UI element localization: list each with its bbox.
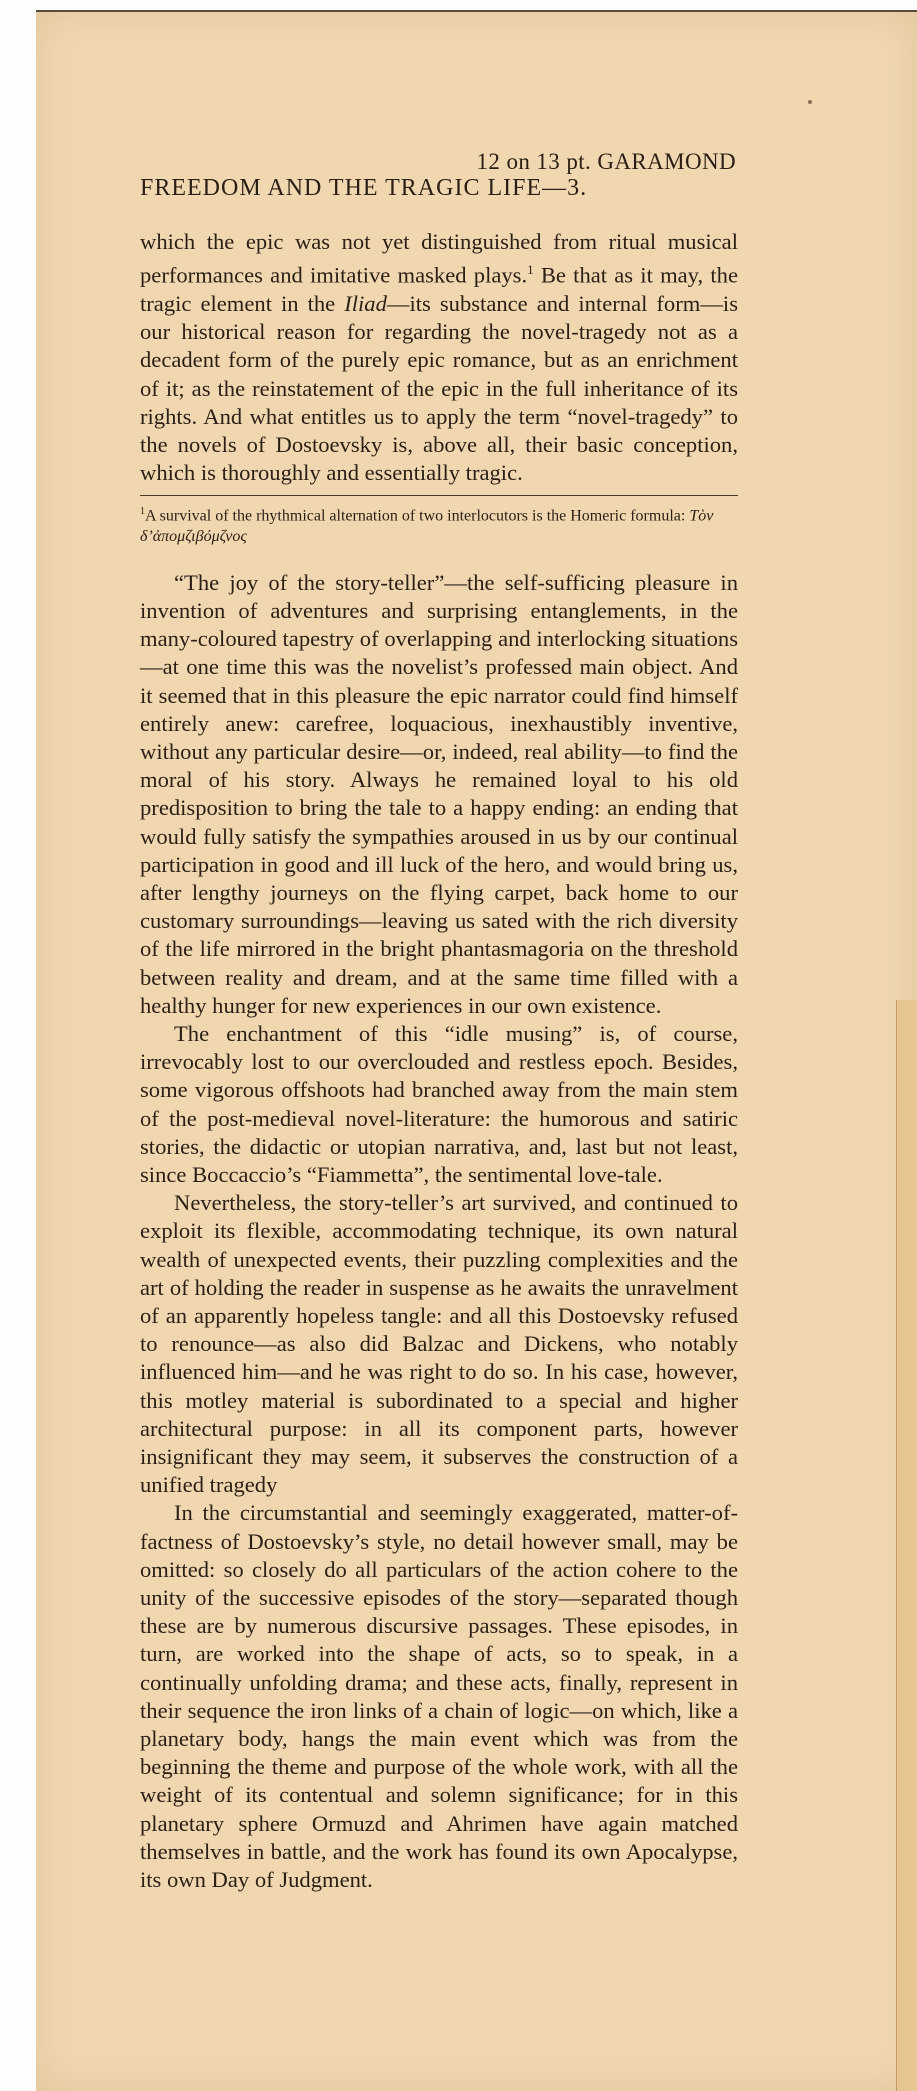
paper-top-edge [36, 10, 917, 12]
footnote-ref: 1 [527, 262, 534, 278]
paragraph-4: Nevertheless, the story-teller’s art survived, and continued to exploit its flexible, accommodating technique, its own natural wealth of unexpected events, their puzzling complexities and the art of holding the reader in suspense as he awaits the unravelment of an apparently hopeless tangle: and all this Dostoevsky refused to renounce—as also did Balzac and Dickens, who notably influenced him—and he was right to do so. In his case, however, this motley material is subordinated to a special and higher architectural purpose: in all its component parts, however insignificant they may seem, it subserves the construction of a unified tragedy [140, 1190, 738, 1498]
paragraph-2: “The joy of the story-teller”—the self-sufficing pleasure in invention of adventures and surprising entanglements, in the many-coloured tapestry of overlapping and interlocking situations—at one time this was the novelist’s professed main object. And it seemed that in this pleasure the epic narrator could find himself entirely anew: carefree, loquacious, inexhaustibly inventive, without any particular desire—or, indeed, real ability—to find the moral of his story. Always he remained loyal to his old predisposition to bring the tale to a happy ending: an ending that would fully satisfy the sympathies aroused in us by our continual participation in good and ill luck of the hero, and would bring us, after lengthy journeys on the flying carpet, back home to our customary surroundings—leaving us sated with the rich diversity of the life mirrored in the bright phantasmagoria on the threshold between reality and dream, and at the same time filled with a healthy hunger for new experiences in our own existence. [140, 569, 738, 1018]
page-title: FREEDOM AND THE TRAGIC LIFE—3. [140, 175, 588, 201]
paper-underlay-strip [896, 1000, 917, 2091]
typeset-note: 12 on 13 pt. GARAMOND [476, 149, 736, 174]
paragraph-5: In the circumstantial and seemingly exaggerated, matter-of-factness of Dostoevsky’s style, no detail however small, may be omitted: so closely do all particulars of the action cohere to the unity of the successive episodes of the story—separated though these are by numerous discursive passages. These episodes, in turn, are worked into the shape of acts, so to speak, in a continually unfolding drama; and these acts, finally, represent in their sequence the iron links of a chain of logic—on which, like a planetary body, hangs the main event which was from the beginning the theme and purpose of the whole work, with all the weight of its contentual and solemn significance; for in this planetary sphere Ormuzd and Ahrimen have again matched themselves in battle, and the work has found its own Apocalypse, its own Day of Judgment. [140, 1500, 738, 1893]
paragraph-1: which the epic was not yet distinguished from ritual musical performances and imitative masked plays.$^1$ Be that as it may, the tragic element in the Iliad—its substance and internal form—is our historical reason for regarding the novel-tragedy not as a decadent form of the purely epic romance, but as an enrichment of it; as the reinstatement of the epic in the full inheritance of its rights. And what entitles us to apply the term “novel-tragedy” to the novels of Dostoevsky is, above all, their basic conception, which is thoroughly and essentially tragic. [140, 229, 738, 486]
speck [808, 100, 812, 104]
greek-formula: Τὸν δ’ἀπομζιβόμζνος [140, 507, 714, 545]
footnote: $^1$A survival of the rhythmical alternation of two interlocutors is the Homeric formula: Τὸν δ’ἀπομζιβόμζνος [140, 506, 714, 545]
paragraph-3: The enchantment of this “idle musing” is, of course, irrevocably lost to our overclouded and restless epoch. Besides, some vigorous offshoots had branched away from the main stem of the post-medieval novel-literature: the humorous and satiric stories, the didactic or utopian narrativa, and, last but not least, since Boccaccio’s “Fiammetta”, the sentimental love-tale. [140, 1020, 738, 1187]
footnote-rule [140, 495, 738, 496]
page-content [140, 150, 738, 1894]
